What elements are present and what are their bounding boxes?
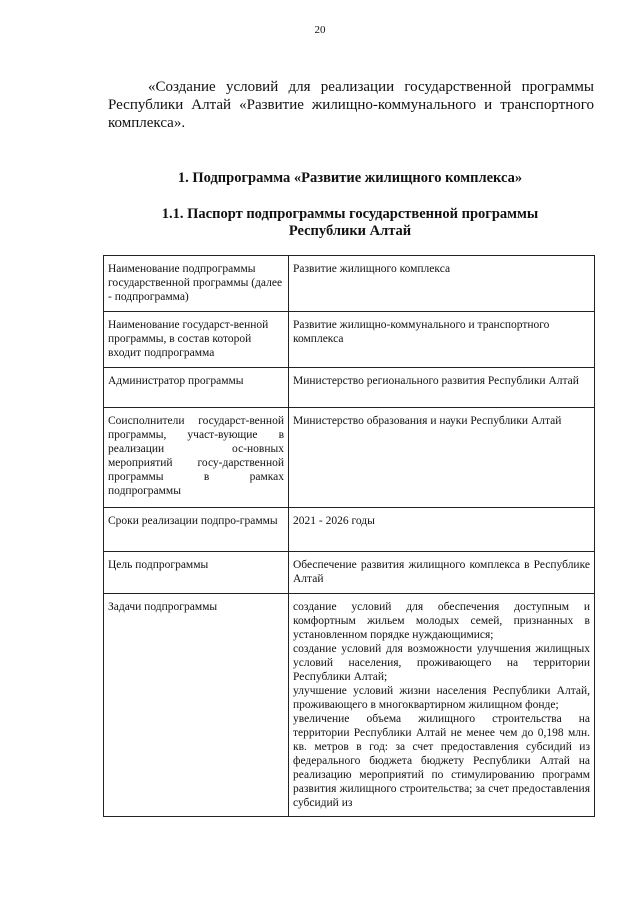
table-row [104, 312, 595, 368]
task-item: улучшение условий жизни населения Республики Алтай, проживающего в многоквартирном жилищном фонде; [293, 685, 590, 711]
row-value: Министерство регионального развития Республики Алтай [289, 368, 595, 408]
row-label: Наименование подпрограммы государственной программы (далее - подпрограмма) [104, 256, 289, 312]
passport-heading [0, 206, 640, 240]
row-value: Обеспечение развития жилищного комплекса в Республике Алтай [289, 552, 595, 594]
task-item: увеличение объема жилищного строительства на территории Республики Алтай не менее чем до 0,198 млн. кв. метров в год: за счет предоставления субсидий из федерального бюджета бюджету Республики Алтай на реализацию мероприятий по стимулированию программ развития жилищного строительства; за счет предоставления субсидий из [293, 713, 590, 809]
passport-heading-line-1: 1.1. Паспорт подпрограммы государственной программы [161, 206, 539, 222]
row-label: Наименование государст-венной программы, в состав которой входит подпрограмма [104, 312, 289, 368]
row-label: Администратор программы [104, 368, 289, 408]
page-number: 20 [314, 24, 326, 36]
table-row [104, 256, 595, 312]
row-label: Цель подпрограммы [104, 552, 289, 594]
table-row [104, 552, 595, 594]
row-value: Развитие жилищного комплекса [289, 256, 595, 312]
table-row [104, 408, 595, 508]
table-row [104, 594, 595, 817]
row-value: 2021 - 2026 годы [289, 508, 595, 552]
task-item: создание условий для возможности улучшения жилищных условий населения, проживающего на территории Республики Алтай; [293, 643, 590, 683]
row-label: Соисполнители государст-венной программы, участ-вующие в реализации ос-новных мероприятий госу-дарственной программы в рамках подпрограммы [104, 408, 289, 508]
row-label: Задачи подпрограммы [104, 594, 289, 817]
row-label: Сроки реализации подпро-граммы [104, 508, 289, 552]
table-row [104, 368, 595, 408]
intro-paragraph: «Создание условий для реализации государственной программы Республики Алтай «Развитие жилищно-коммунального и транспортного комплекса». [108, 79, 594, 131]
task-item: создание условий для обеспечения доступным и комфортным жильем молодых семей, признанных в установленном порядке нуждающимися; [293, 601, 590, 641]
table-row [104, 508, 595, 552]
passport-heading-line-2: Республики Алтай [288, 223, 412, 239]
subprogram-heading: 1. Подпрограмма «Развитие жилищного комплекса» [177, 170, 523, 186]
row-value: Министерство образования и науки Республики Алтай [289, 408, 595, 508]
passport-table [103, 255, 595, 817]
row-value: Развитие жилищно-коммунального и транспортного комплекса [289, 312, 595, 368]
row-value [289, 594, 595, 817]
